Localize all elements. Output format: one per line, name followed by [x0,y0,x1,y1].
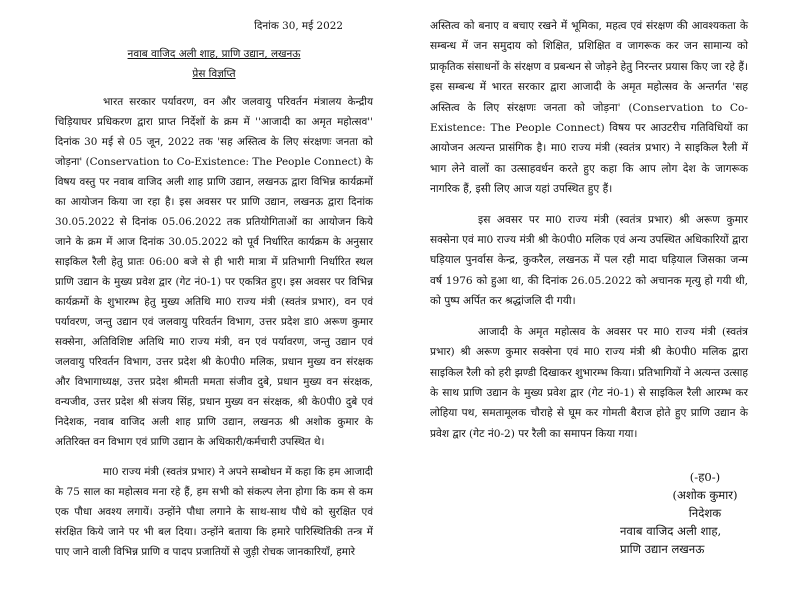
signatory-address-line2: प्राणि उद्यान लखनऊ [620,542,705,556]
release-date: दिनांक 30, मई 2022 [254,20,343,32]
signatory-name: (अशोक कुमार) [672,488,738,502]
right-paragraph-2: इस अवसर पर मा0 राज्य मंत्री (स्वतंत्र प्रभार) श्री अरूण कुमार सक्सेना एवं मा0 राज्य मंत्री श्री के0पी0 मलिक एवं अन्य उपस्थित अधिकारियों द्वारा घड़ियाल पुनर्वास केन्द्र, कुकरैल, लखनऊ में पल रही मादा घड़ियाल जिसका जन्म वर्ष 1976 को हुआ था, की दिनांक 26.05.2022 को अचानक मृत्यु हो गयी थी, को पुष्प अर्पित कर श्रद्धांजलि दी गयी। [430,213,748,308]
left-column [55,16,373,572]
press-release-label: प्रेस विज्ञप्ति [192,68,236,80]
organization-name: नवाब वाजिद अली शाह, प्राणि उद्यान, लखनऊ [127,48,301,60]
press-release-heading [55,64,373,84]
signed-mark: (-ह0-) [689,470,721,484]
left-paragraph-2: मा0 राज्य मंत्री (स्वतंत्र प्रभार) ने अपने सम्बोधन में कहा कि हम आजादी के 75 साल का महोत्सव मना रहे हैं, हम सभी को संकल्प लेना होगा कि कम से कम एक पौधा अवश्य लगायें। उन्होंने पौधा लगाने के साथ-साथ पौधे को सुरक्षित एवं संरक्षित किये जाने पर भी बल दिया। उन्होंने बताया कि हमारे पारिस्थितिकी तन्त्र में पाए जाने वाली विभिन्न प्राणि व पादप प्रजातियों से जुड़ी रोचक जानकारियाँ, हमारे [55,466,373,558]
signatory-designation: निदेशक [688,506,722,520]
right-paragraph-1: अस्तित्व को बनाए व बचाए रखने में भूमिका, महत्व एवं संरक्षण की आवश्यकता के सम्बन्ध में जन समुदाय को शिक्षित, प्रशिक्षित व जागरूक कर जन सामान्य को प्राकृतिक संसाधनों के संरक्षण व प्रबन्धन से जोड़ने हेतु निरन्तर प्रयास किए जा रहे हैं। इस सम्बन्ध में भारत सरकार द्वारा आजादी के अमृत महोत्सव के अन्तर्गत 'सह अस्तित्व के लिए संरक्षणः जनता को जोड़ना' (Conservation to Co-Existence: The People Connect) विषय पर आउटरीच गतिविधियों का आयोजन अत्यन्त प्रासंगिक है। मा0 राज्य मंत्री (स्वतंत्र प्रभार) ने साइकिल रैली में भाग लेने वालों का उत्साहवर्धन करते हुए कहा कि आप लोग देश के जागरूक नागरिक हैं, इसी लिए आज यहां उपस्थित हुए हैं। [430,20,748,196]
right-column [430,16,748,454]
left-paragraph-1: भारत सरकार पर्यावरण, वन और जलवायु परिवर्तन मंत्रालय केन्द्रीय चिड़ियाघर प्रधिकरण द्वारा प्राप्त निर्देशों के क्रम में ''आजादी का अमृत महोत्सव'' दिनांक 30 मई से 05 जून, 2022 तक 'सह अस्तित्व के लिए संरक्षणः जनता को जोड़ना' (Conservation to Co-Existence: The People Connect) के विषय वस्तु पर नवाब वाजिद अली शाह प्राणि उद्यान, लखनऊ द्वारा विभिन्न कार्यक्रमों का आयोजन किया जा रहा है। इस अवसर पर प्राणि उद्यान, लखनऊ द्वारा दिनांक 30.05.2022 से दिनांक 05.06.2022 तक प्रतियोगिताओं का आयोजन किये जाने के क्रम में आज दिनांक 30.05.2022 को पूर्व निर्धारित कार्यक्रम के अनुसार साइकिल रैली हेतु प्रातः 06:00 बजे से ही भारी मात्रा में प्रतिभागी निर्धारित स्थल प्राणि उद्यान के मुख्य प्रवेश द्वार (गेट नं0-1) पर एकत्रित हुए। इस अवसर पर विभिन्न कार्यक्रमों के शुभारम्भ हेतु मुख्य अतिथि मा0 राज्य मंत्री (स्वतंत्र प्रभार), वन एवं पर्यावरण, जन्तु उद्यान एवं जलवायु परिवर्तन विभाग, उत्तर प्रदेश डा0 अरूण कुमार सक्सेना, अतिविशिष्ट अतिथि मा0 राज्य मंत्री, वन एवं पर्यावरण, जन्तु उद्यान एवं जलवायु परिवर्तन विभाग, उत्तर प्रदेश श्री के0पी0 मलिक, प्रधान मुख्य वन संरक्षक और विभागाध्यक्ष, उत्तर प्रदेश श्रीमती ममता संजीव दुबे, प्रधान मुख्य वन संरक्षक, वन्यजीव, उत्तर प्रदेश श्री संजय सिंह, प्रधान मुख्य वन संरक्षक, श्री के0पी0 दुबे एवं निदेशक, नवाब वाजिद अली शाह प्राणि उद्यान, लखनऊ श्री अशोक कुमार के अतिरिक्त वन विभाग एवं प्राणि उद्यान के अधिकारी/कर्मचारी उपस्थित थे। [55,96,373,448]
signature-block [620,468,770,558]
organization-title [55,44,373,64]
right-paragraph-3: आजादी के अमृत महोत्सव के अवसर पर मा0 राज्य मंत्री (स्वतंत्र प्रभार) श्री अरूण कुमार सक्सेना एवं मा0 राज्य मंत्री श्री के0पी0 मलिक द्वारा साइकिल रैली को हरी झण्डी दिखाकर शुभारम्भ किया। प्रतिभागियों ने अत्यन्त उत्साह के साथ प्राणि उद्यान के मुख्य प्रवेश द्वार (गेट नं0-1) से साइकिल रैली आरम्भ कर लोहिया पथ, समतामूलक चौराहे से घूम कर गोमती बैराज होते हुए प्राणि उद्यान के प्रवेश द्वार (गेट नं0-2) पर रैली का समापन किया गया। [430,325,748,440]
signatory-address-line1: नवाब वाजिद अली शाह, [620,524,722,538]
